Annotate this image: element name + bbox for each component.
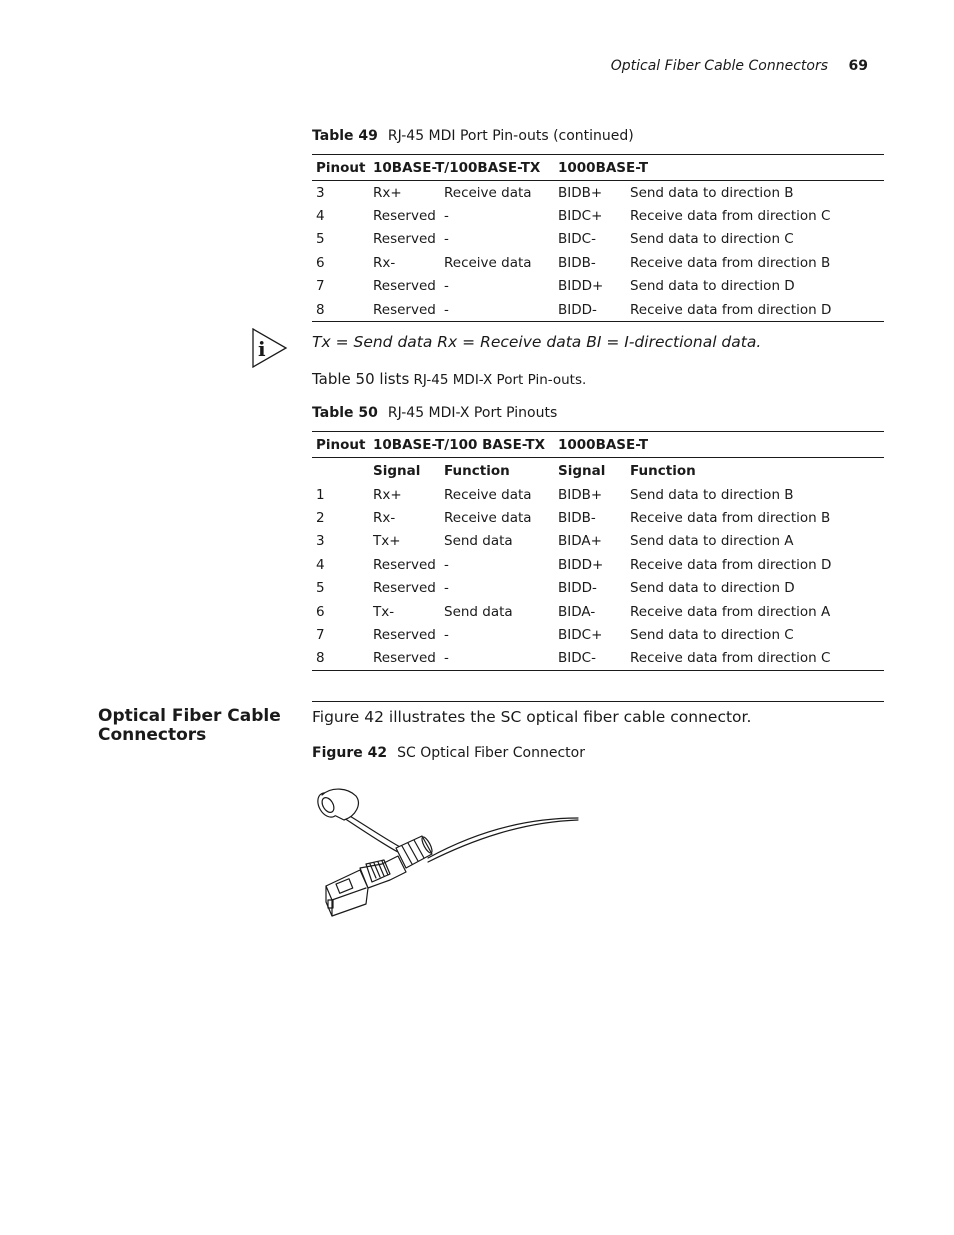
table50-cell-function-1000: Send data to direction B bbox=[630, 486, 794, 503]
table50-cell-function-1000: Receive data from direction D bbox=[630, 556, 832, 573]
table50-subheader-function-a: Function bbox=[444, 462, 510, 479]
table50-cell-pinout: 6 bbox=[316, 603, 325, 620]
table49-cell-signal-1000: BIDD- bbox=[554, 298, 626, 322]
section-body-text: Figure 42 illustrates the SC optical fiber cable connector. bbox=[312, 708, 752, 726]
sc-connector-illustration bbox=[310, 780, 590, 920]
table49-row bbox=[312, 251, 884, 274]
table50-cell-function-10-100: - bbox=[444, 580, 449, 597]
table49-cell-pinout: 5 bbox=[316, 231, 325, 248]
info-icon bbox=[252, 328, 288, 368]
table49-cell-pinout: 7 bbox=[316, 278, 325, 295]
table50-subheader-blank bbox=[312, 458, 369, 484]
table50-cell-function-10-100: Send data bbox=[444, 533, 513, 550]
table50-row bbox=[312, 647, 884, 671]
figure42-caption bbox=[312, 745, 585, 761]
table49 bbox=[312, 154, 884, 322]
table50-header-pinout: Pinout bbox=[312, 432, 369, 458]
table50-subheader-signal-a: Signal bbox=[373, 462, 421, 479]
table49-cell-signal-10-100: Rx- bbox=[373, 254, 396, 271]
table49-cell-function-10-100: - bbox=[444, 208, 449, 225]
table50-cell-pinout: 5 bbox=[316, 580, 325, 597]
table50-cell-pinout: 7 bbox=[316, 627, 325, 644]
table49-cell-function-10-100: Receive data bbox=[444, 254, 532, 271]
table50-cell-signal-10-100: Rx+ bbox=[373, 486, 402, 503]
table50-row bbox=[312, 506, 884, 529]
table50-reference bbox=[312, 370, 586, 388]
table49-cell-function-10-100: - bbox=[440, 298, 554, 322]
running-header-title: Optical Fiber Cable Connectors bbox=[610, 58, 828, 74]
reference-rest: RJ-45 MDI-X Port Pin-outs. bbox=[409, 372, 587, 388]
table50-row bbox=[312, 577, 884, 600]
table50-cell-function-10-100: - bbox=[440, 647, 554, 671]
table50-cell-signal-10-100: Reserved bbox=[373, 627, 436, 644]
table49-cell-pinout: 6 bbox=[316, 254, 325, 271]
table50-subheader-row bbox=[312, 458, 884, 484]
table50-row bbox=[312, 483, 884, 506]
table49-row bbox=[312, 204, 884, 227]
table50-cell-signal-10-100: Reserved bbox=[369, 647, 440, 671]
table50-cell-function-10-100: - bbox=[444, 627, 449, 644]
table50-cell-function-1000: Send data to direction A bbox=[630, 533, 794, 550]
table49-cell-function-1000: Receive data from direction B bbox=[630, 254, 831, 271]
table50-cell-pinout: 3 bbox=[316, 533, 325, 550]
table49-cell-function-1000: Send data to direction B bbox=[630, 184, 794, 201]
table50-body bbox=[312, 483, 884, 671]
table50-cell-function-10-100: Receive data bbox=[444, 486, 532, 503]
table50-cell-pinout: 2 bbox=[316, 510, 325, 527]
table50-cell-function-1000: Send data to direction C bbox=[630, 627, 794, 644]
table50-row bbox=[312, 600, 884, 623]
table50-row bbox=[312, 553, 884, 576]
table49-header-row bbox=[312, 155, 884, 181]
table50-subheader-function-b: Function bbox=[630, 462, 696, 479]
table50-cell-function-10-100: - bbox=[444, 556, 449, 573]
table50-cell-pinout: 8 bbox=[312, 647, 369, 671]
table49-cell-function-1000: Send data to direction D bbox=[630, 278, 795, 295]
section-divider bbox=[312, 701, 884, 702]
table49-body bbox=[312, 181, 884, 322]
table49-cell-signal-10-100: Reserved bbox=[369, 298, 440, 322]
table49-cell-signal-10-100: Reserved bbox=[373, 231, 436, 248]
table50-cell-function-1000: Receive data from direction C bbox=[626, 647, 884, 671]
table50-cell-signal-10-100: Reserved bbox=[373, 580, 436, 597]
table50-cell-function-1000: Receive data from direction A bbox=[630, 603, 831, 620]
table49-cell-function-1000: Send data to direction C bbox=[630, 231, 794, 248]
table50-cell-pinout: 4 bbox=[316, 556, 325, 573]
table50-cell-signal-1000: BIDD- bbox=[558, 580, 597, 597]
table49-title: RJ-45 MDI Port Pin-outs (continued) bbox=[387, 128, 634, 144]
table50-cell-pinout: 1 bbox=[316, 486, 325, 503]
table50-cell-function-10-100: Send data bbox=[444, 603, 513, 620]
table49-header-1000: 1000BASE-T bbox=[554, 155, 884, 181]
table50-cell-signal-1000: BIDB+ bbox=[558, 486, 603, 503]
table49-label: Table 49 bbox=[312, 128, 378, 144]
table49-row bbox=[312, 181, 884, 205]
table50-row bbox=[312, 623, 884, 646]
figure42-title: SC Optical Fiber Connector bbox=[397, 745, 585, 761]
table50-header-10-100: 10BASE-T/100 BASE-TX bbox=[369, 432, 554, 458]
figure42-label: Figure 42 bbox=[312, 745, 388, 761]
table49-cell-function-10-100: Receive data bbox=[444, 184, 532, 201]
table49-header-pinout: Pinout bbox=[312, 155, 369, 181]
table49-cell-signal-10-100: Rx+ bbox=[373, 184, 402, 201]
table49-cell-pinout: 8 bbox=[312, 298, 369, 322]
reference-lead: Table 50 lists bbox=[312, 370, 410, 388]
table49-cell-signal-10-100: Reserved bbox=[373, 208, 436, 225]
table50-cell-signal-10-100: Reserved bbox=[373, 556, 436, 573]
table50-cell-signal-10-100: Rx- bbox=[373, 510, 396, 527]
table50-label: Table 50 bbox=[312, 405, 378, 421]
table49-row bbox=[312, 228, 884, 251]
table49-cell-function-10-100: - bbox=[444, 231, 449, 248]
table50-cell-function-10-100: Receive data bbox=[444, 510, 532, 527]
section-title: Optical Fiber Cable Connectors bbox=[98, 706, 281, 745]
table49-cell-function-10-100: - bbox=[444, 278, 449, 295]
table50-cell-signal-10-100: Tx- bbox=[373, 603, 395, 620]
table50-cell-signal-1000: BIDB- bbox=[558, 510, 596, 527]
table49-cell-pinout: 3 bbox=[316, 184, 325, 201]
table49-cell-function-1000: Receive data from direction D bbox=[626, 298, 884, 322]
table49-caption bbox=[312, 128, 634, 144]
table49-cell-signal-1000: BIDC+ bbox=[558, 208, 603, 225]
page-number: 69 bbox=[848, 58, 868, 74]
table50-cell-signal-1000: BIDA- bbox=[558, 603, 596, 620]
table49-cell-signal-10-100: Reserved bbox=[373, 278, 436, 295]
table49-cell-signal-1000: BIDB+ bbox=[558, 184, 603, 201]
table50-cell-signal-1000: BIDC+ bbox=[558, 627, 603, 644]
note-text: Tx = Send data Rx = Receive data BI = I-directional data. bbox=[312, 333, 762, 351]
table49-cell-pinout: 4 bbox=[316, 208, 325, 225]
table50-cell-signal-1000: BIDD+ bbox=[558, 556, 604, 573]
svg-text:i: i bbox=[258, 337, 266, 361]
table50-subheader-signal-b: Signal bbox=[558, 462, 606, 479]
table50-header-1000: 1000BASE-T bbox=[554, 432, 884, 458]
table49-row bbox=[312, 298, 884, 322]
table50-cell-signal-1000: BIDA+ bbox=[558, 533, 602, 550]
table49-cell-signal-1000: BIDC- bbox=[558, 231, 596, 248]
table50-cell-function-1000: Receive data from direction B bbox=[630, 510, 831, 527]
table50-cell-function-1000: Send data to direction D bbox=[630, 580, 795, 597]
table50-header-row bbox=[312, 432, 884, 458]
table49-row bbox=[312, 275, 884, 298]
table50-row bbox=[312, 530, 884, 553]
table49-cell-function-1000: Receive data from direction C bbox=[630, 208, 831, 225]
table50-caption bbox=[312, 405, 557, 421]
table49-cell-signal-1000: BIDD+ bbox=[558, 278, 604, 295]
table50-cell-signal-1000: BIDC- bbox=[554, 647, 626, 671]
table49-cell-signal-1000: BIDB- bbox=[558, 254, 596, 271]
table50-cell-signal-10-100: Tx+ bbox=[373, 533, 401, 550]
table50-title: RJ-45 MDI-X Port Pinouts bbox=[387, 405, 558, 421]
table49-header-10-100: 10BASE-T/100BASE-TX bbox=[369, 155, 554, 181]
table50 bbox=[312, 431, 884, 671]
